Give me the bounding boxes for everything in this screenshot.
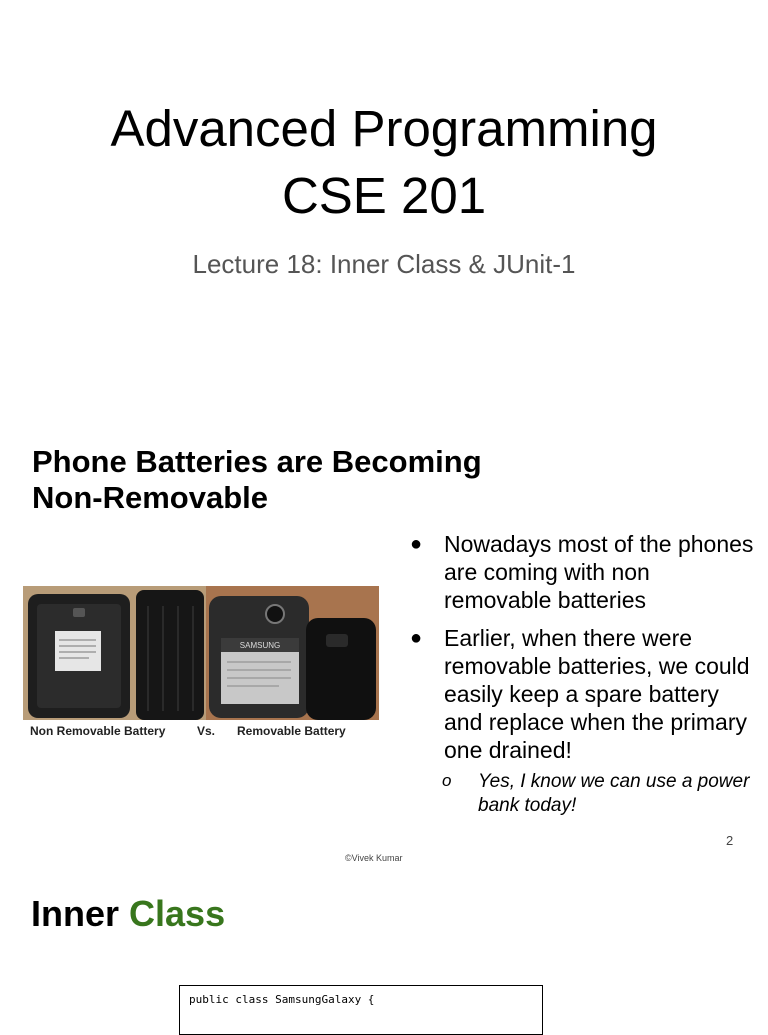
sub-bullet-item bbox=[410, 770, 755, 818]
heading-line1: Phone Batteries are Becoming bbox=[32, 444, 482, 479]
removable-cover bbox=[306, 618, 376, 720]
code-block bbox=[179, 985, 543, 1035]
hollow-circle-icon: o bbox=[442, 771, 452, 790]
slide-title-line2: CSE 201 bbox=[281, 167, 487, 224]
section-heading-inner-class bbox=[31, 893, 225, 935]
bullet-item bbox=[410, 624, 755, 764]
caption-mid: Vs. bbox=[197, 724, 216, 738]
bullet-list bbox=[410, 530, 755, 818]
heading-word-inner: Inner bbox=[31, 893, 120, 934]
caption-right: Removable Battery bbox=[237, 724, 346, 738]
bullet-dot-icon: ● bbox=[410, 533, 423, 555]
sub-bullet-text: Yes, I know we can use a power bank today! bbox=[478, 771, 750, 816]
heading-word-class: Class bbox=[129, 893, 226, 934]
slide-subtitle: Lecture 18: Inner Class & JUnit-1 bbox=[192, 249, 576, 279]
bullet-item bbox=[410, 530, 755, 614]
code-line: public class SamsungGalaxy { bbox=[189, 993, 375, 1006]
image-caption bbox=[23, 722, 379, 742]
bullet-text: Earlier, when there were removable batteries, we could easily keep a spare battery and replace when the primary one drained! bbox=[444, 625, 750, 763]
battery-brand: SAMSUNG bbox=[239, 641, 281, 650]
slide-title-line1: Advanced Programming bbox=[110, 100, 658, 157]
battery-comparison-photo bbox=[23, 586, 379, 720]
bullet-text: Nowadays most of the phones are coming with non removable batteries bbox=[444, 531, 754, 613]
bullet-dot-icon: ● bbox=[410, 627, 423, 649]
caption-left: Non Removable Battery bbox=[30, 724, 166, 738]
page-number: 2 bbox=[726, 833, 734, 848]
section-heading bbox=[32, 444, 592, 516]
label-sticker bbox=[55, 631, 101, 671]
copyright-notice: ©Vivek Kumar bbox=[345, 853, 403, 863]
heading-line2: Non-Removable bbox=[32, 480, 268, 515]
